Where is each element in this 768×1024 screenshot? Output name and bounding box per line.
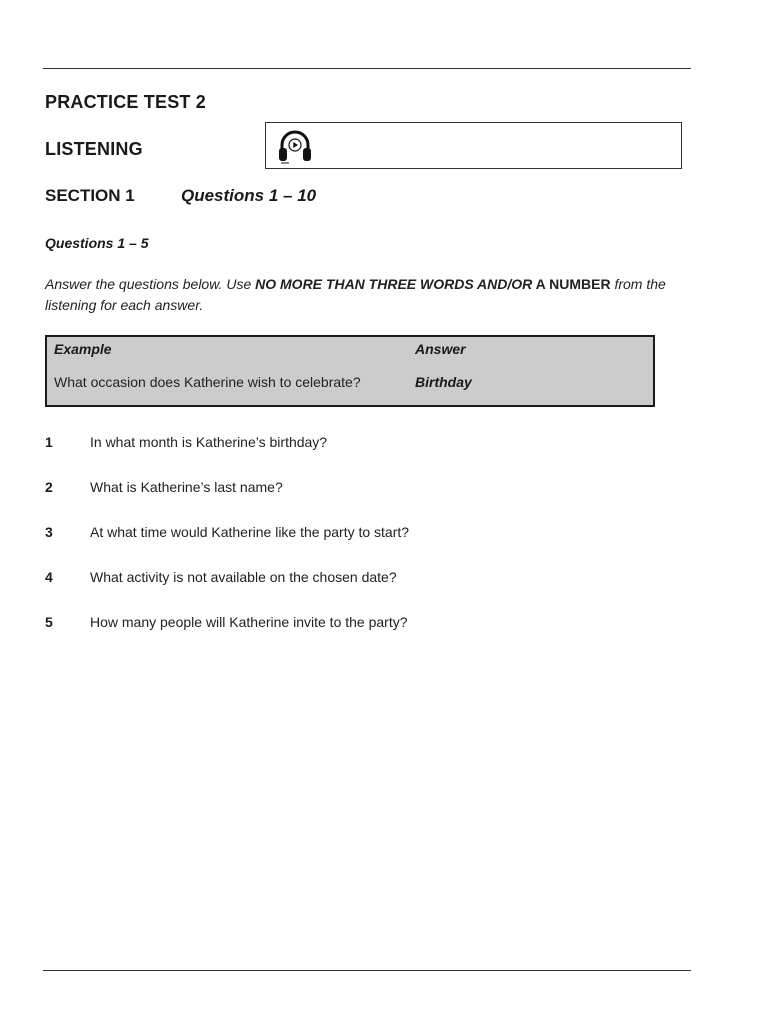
question-text: At what time would Katherine like the party to start? xyxy=(90,524,410,540)
question-text: What activity is not available on the chosen date? xyxy=(90,569,397,585)
section-number: SECTION 1 xyxy=(45,186,135,205)
instructions xyxy=(45,274,685,316)
question-number: 5 xyxy=(45,614,53,630)
question-item xyxy=(45,479,685,524)
page-title: PRACTICE TEST 2 xyxy=(45,92,207,112)
instructions-part1: Answer the questions below. Use xyxy=(45,276,256,292)
example-answer: Birthday xyxy=(415,374,472,390)
question-number: 3 xyxy=(45,524,53,540)
question-number: 2 xyxy=(45,479,53,495)
answer-header: Answer xyxy=(415,341,466,357)
headphones-play-icon[interactable] xyxy=(277,127,313,165)
question-text: How many people will Katherine invite to the party? xyxy=(90,614,408,630)
question-item xyxy=(45,524,685,569)
top-divider xyxy=(43,68,691,69)
question-item xyxy=(45,434,685,479)
audio-player[interactable] xyxy=(265,122,682,169)
section-label: LISTENING xyxy=(45,139,143,159)
example-header: Example xyxy=(54,341,112,357)
question-number: 1 xyxy=(45,434,53,450)
instructions-part2: NO MORE THAN THREE WORDS AND/OR xyxy=(255,276,533,292)
bottom-divider xyxy=(43,970,691,971)
example-question: What occasion does Katherine wish to celebrate? xyxy=(54,374,361,390)
question-text: In what month is Katherine’s birthday? xyxy=(90,434,328,450)
instructions-part3: A NUMBER xyxy=(532,276,611,292)
instructions-part4: from the listening for each answer. xyxy=(45,276,666,313)
questions-range: Questions 1 – 10 xyxy=(181,186,317,205)
question-number: 4 xyxy=(45,569,53,585)
question-item xyxy=(45,614,685,659)
question-text: What is Katherine’s last name? xyxy=(90,479,283,495)
question-item xyxy=(45,569,685,614)
sub-heading: Questions 1 – 5 xyxy=(45,235,149,251)
question-list xyxy=(45,434,685,659)
example-table xyxy=(45,335,655,407)
